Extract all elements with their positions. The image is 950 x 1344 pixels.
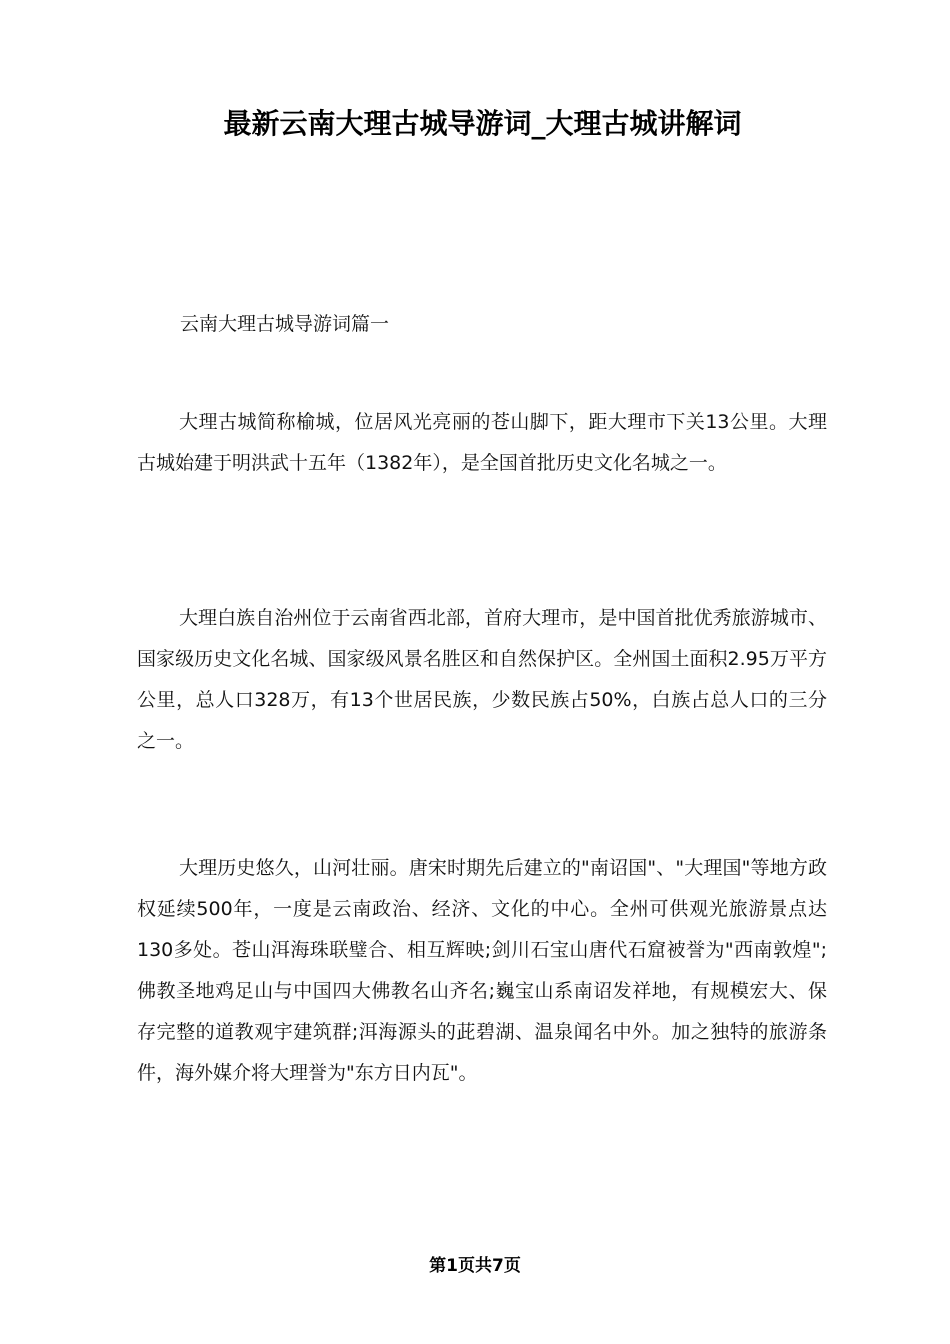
paragraph-2: 大理白族自治州位于云南省西北部，首府大理市，是中国首批优秀旅游城市、国家级历史文化名城、国家级风景名胜区和自然保护区。全州国土面积2.95万平方公里，总人口328万，有13个世居民族，少数民族占50%，白族占总人口的三分之一。 <box>137 607 827 752</box>
paragraph-1: 大理古城简称榆城，位居风光亮丽的苍山脚下，距大理市下关13公里。大理古城始建于明洪武十五年（1382年），是全国首批历史文化名城之一。 <box>137 411 827 474</box>
document-title: 最新云南大理古城导游词_大理古城讲解词 <box>223 107 742 140</box>
page-footer: 第1页共7页 <box>429 1256 521 1276</box>
paragraph-3: 大理历史悠久，山河壮丽。唐宋时期先后建立的"南诏国"、"大理国"等地方政权延续500年，一度是云南政治、经济、文化的中心。全州可供观光旅游景点达130多处。苍山洱海珠联璧合、相互辉映;剑川石宝山唐代石窟被誉为"西南敦煌";佛教圣地鸡足山与中国四大佛教名山齐名;巍宝山系南诏发祥地，有规模宏大、保存完整的道教观宇建筑群;洱海源头的茈碧湖、温泉闻名中外。加之独特的旅游条件，海外媒介将大理誉为"东方日内瓦"。 <box>137 857 827 1084</box>
section-heading: 云南大理古城导游词篇一 <box>180 313 390 335</box>
